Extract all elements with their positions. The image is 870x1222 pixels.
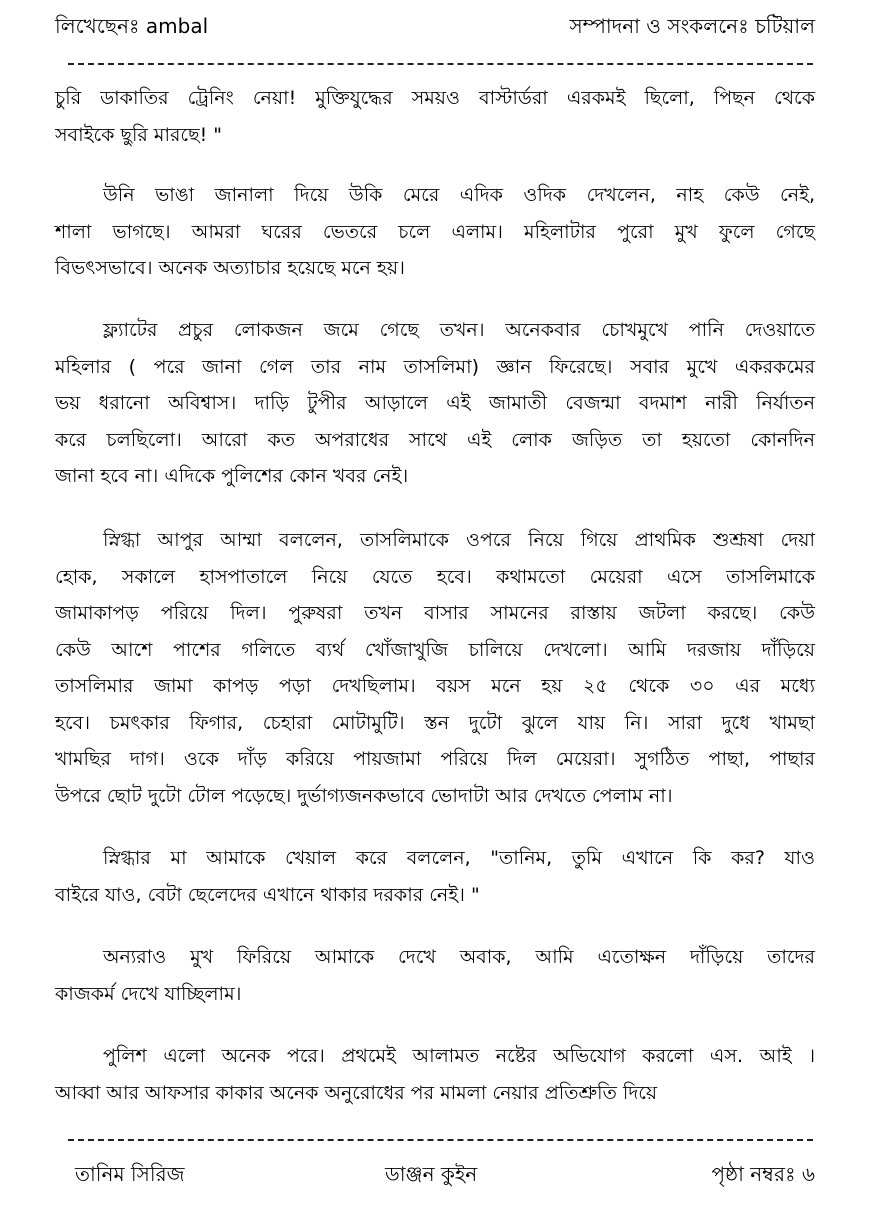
footer-divider bbox=[68, 1139, 813, 1141]
text-line: ভয় ধরানো অবিশ্বাস। দাড়ি টুপীর আড়ালে এই জামাতী বেজন্মা বদমাশ নারী নির্যাতন bbox=[55, 392, 815, 414]
text-line: শালা ভাগছে। আমরা ঘরের ভেতরে চলে এলাম। মহিলাটার পুরো মুখ ফুলে গেছে bbox=[55, 220, 815, 243]
header-divider bbox=[68, 63, 813, 65]
text-line: উনি ভাঙা জানালা দিয়ে উকি মেরে এদিক ওদিক দেখলেন, নাহ কেউ নেই, bbox=[103, 184, 815, 206]
text-line: খামছির দাগ। ওকে দাঁড় করিয়ে পায়জামা পরিয়ে দিল মেয়েরা। সুগঠিত পাছা, পাছার bbox=[55, 748, 815, 770]
text-line: উপরে ছোট দুটো টোল পড়েছে। দুর্ভাগ্যজনকভাবে ভোদাটা আর দেখতে পেলাম না। bbox=[55, 784, 673, 807]
text-line: বিভৎসভাবে। অনেক অত্যাচার হয়েছে মনে হয়। bbox=[55, 257, 405, 279]
text-line: জামাকাপড় পরিয়ে দিল। পুরুষরা তখন বাসার সামনের রাস্তায় জটলা করছে। কেউ bbox=[55, 602, 815, 624]
page-number: পৃষ্ঠা নম্বরঃ ৬ bbox=[711, 1162, 815, 1186]
series-name: তানিম সিরিজ bbox=[75, 1162, 185, 1186]
author-label: লিখেছেনঃ ambal bbox=[55, 14, 209, 38]
story-title: ডাঞ্জন কুইন bbox=[385, 1162, 478, 1186]
text-line: আব্বা আর আফসার কাকার অনেক অনুরোধের পর মামলা নেয়ার প্রতিশ্রুতি দিয়ে bbox=[55, 1081, 658, 1104]
text-line: চুরি ডাকাতির ট্রেনিং নেয়া! মুক্তিযুদ্ধের সময়ও বাস্টার্ডরা এরকমই ছিলো, পিছন থেকে bbox=[55, 87, 815, 109]
paragraph bbox=[55, 522, 815, 814]
text-line: পুলিশ এলো অনেক পরে। প্রথমেই আলামত নষ্টের অভিযোগ করলো এস. আই । bbox=[103, 1045, 815, 1067]
paragraph bbox=[55, 840, 815, 913]
paragraph bbox=[55, 80, 815, 153]
text-line: স্নিগ্ধা আপুর আম্মা বললেন, তাসলিমাকে ওপরে নিয়ে গিয়ে প্রাথমিক শুশ্রূষা দেয়া bbox=[103, 529, 815, 551]
editor-label: সম্পাদনা ও সংকলনেঃ চটিয়াল bbox=[569, 14, 815, 38]
paragraph bbox=[55, 939, 815, 1012]
text-line: মহিলার ( পরে জানা গেল তার নাম তাসলিমা) জ্ঞান ফিরেছে। সবার মুখে একরকমের bbox=[55, 355, 815, 378]
text-line: বাইরে যাও, বেটা ছেলেদের এখানে থাকার দরকার নেই। " bbox=[55, 883, 480, 906]
text-line: স্নিগ্ধার মা আমাকে খেয়াল করে বললেন, "তানিম, তুমি এখানে কি কর? যাও bbox=[103, 847, 815, 869]
paragraph bbox=[55, 312, 815, 495]
text-line: করে চলছিলো। আরো কত অপরাধের সাথে এই লোক জড়িত তা হয়তো কোনদিন bbox=[55, 428, 815, 451]
text-line: তাসলিমার জামা কাপড় পড়া দেখছিলাম। বয়স মনে হয় ২৫ থেকে ৩০ এর মধ্যে bbox=[55, 675, 815, 697]
text-line: কাজকর্ম দেখে যাচ্ছিলাম। bbox=[55, 982, 242, 1005]
text-line: কেউ আশে পাশের গলিতে ব্যর্থ খোঁজাখুজি চালিয়ে দেখলো। আমি দরজায় দাঁড়িয়ে bbox=[55, 638, 815, 661]
text-line: সবাইকে ছুরি মারছে! " bbox=[55, 123, 222, 146]
text-line: ফ্ল্যাটের প্রচুর লোকজন জমে গেছে তখন। অনেকবার চোখমুখে পানি দেওয়াতে bbox=[103, 319, 815, 341]
paragraph bbox=[55, 177, 815, 287]
text-line: হবে। চমৎকার ফিগার, চেহারা মোটামুটি। স্তন দুটো ঝুলে যায় নি। সারা দুধে খামছা bbox=[55, 711, 815, 734]
text-line: অন্যরাও মুখ ফিরিয়ে আমাকে দেখে অবাক, আমি এতোক্ষন দাঁড়িয়ে তাদের bbox=[103, 946, 815, 968]
text-line: জানা হবে না। এদিকে পুলিশের কোন খবর নেই। bbox=[55, 465, 409, 487]
paragraph bbox=[55, 1038, 815, 1111]
text-line: হোক, সকালে হাসপাতালে নিয়ে যেতে হবে। কথামতো মেয়েরা এসে তাসলিমাকে bbox=[55, 565, 815, 588]
